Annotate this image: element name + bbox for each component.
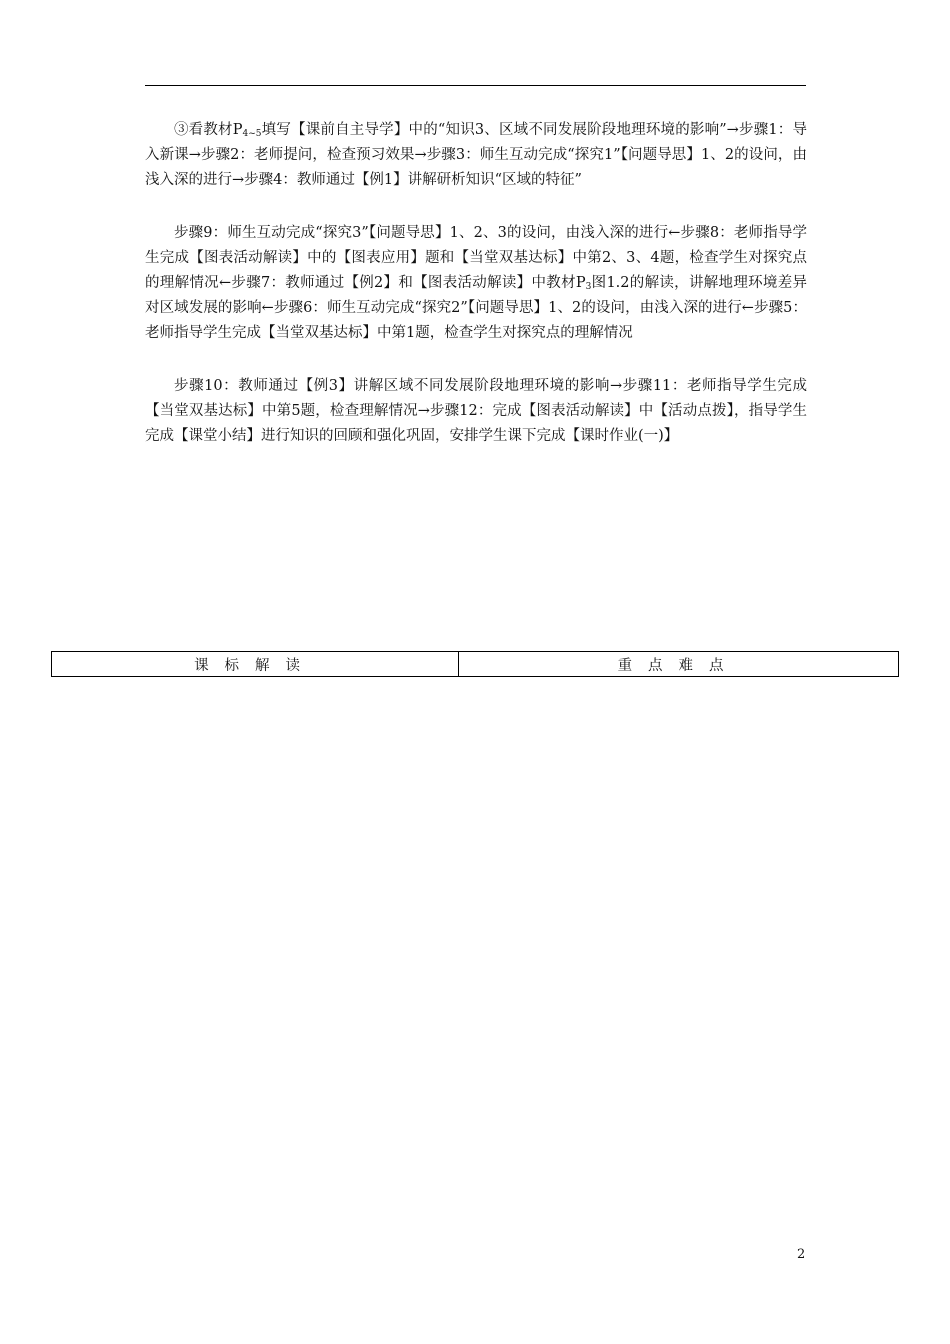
paragraph-2: 步骤9：师生互动完成“探究3”【问题导思】1、2、3的设问，由浅入深的进行←步骤8：老师指导学生完成【图表活动解读】中的【图表应用】题和【当堂双基达标】中第2、3、4题，检查学生对探究点的理解情况←步骤7：教师通过【例2】和【图表活动解读】中教材$P_3$图1.2的解读，讲解地理环境差异对区域发展的影响←步骤6：师生互动完成“探究2”【问题导思】1、2的设问，由浅入深的进行←步骤5：老师指导学生完成【当堂双基达标】中第1题，检查学生对探究点的理解情况 (145, 225, 808, 341)
col-key-difficulties: 重点难点 (459, 652, 899, 677)
header-rule (145, 85, 806, 86)
paragraph-1: ③看教材$P_{4\sim 5}$填写【课前自主导学】中的“知识3、区域不同发展阶段地理环境的影响”→步骤1：导入新课→步骤2：老师提问，检查预习效果→步骤3：师生互动完成“探究1”【问题导思】1、2的设问，由浅入深的进行→步骤4：教师通过【例1】讲解研析知识“区域的特征” (145, 122, 807, 188)
table-header-row (52, 652, 899, 677)
col-curriculum-reading: 课标解读 (52, 652, 459, 677)
paragraph-3: 步骤10：教师通过【例3】讲解区域不同发展阶段地理环境的影响→步骤11：老师指导学生完成【当堂双基达标】中第5题，检查理解情况→步骤12：完成【图表活动解读】中【活动点拨】，指导学生完成【课堂小结】进行知识的回顾和强化巩固，安排学生课下完成【课时作业(一)】 (145, 378, 807, 444)
standards-table (51, 651, 899, 677)
body-text (145, 118, 807, 477)
page-number: 2 (797, 1247, 806, 1262)
